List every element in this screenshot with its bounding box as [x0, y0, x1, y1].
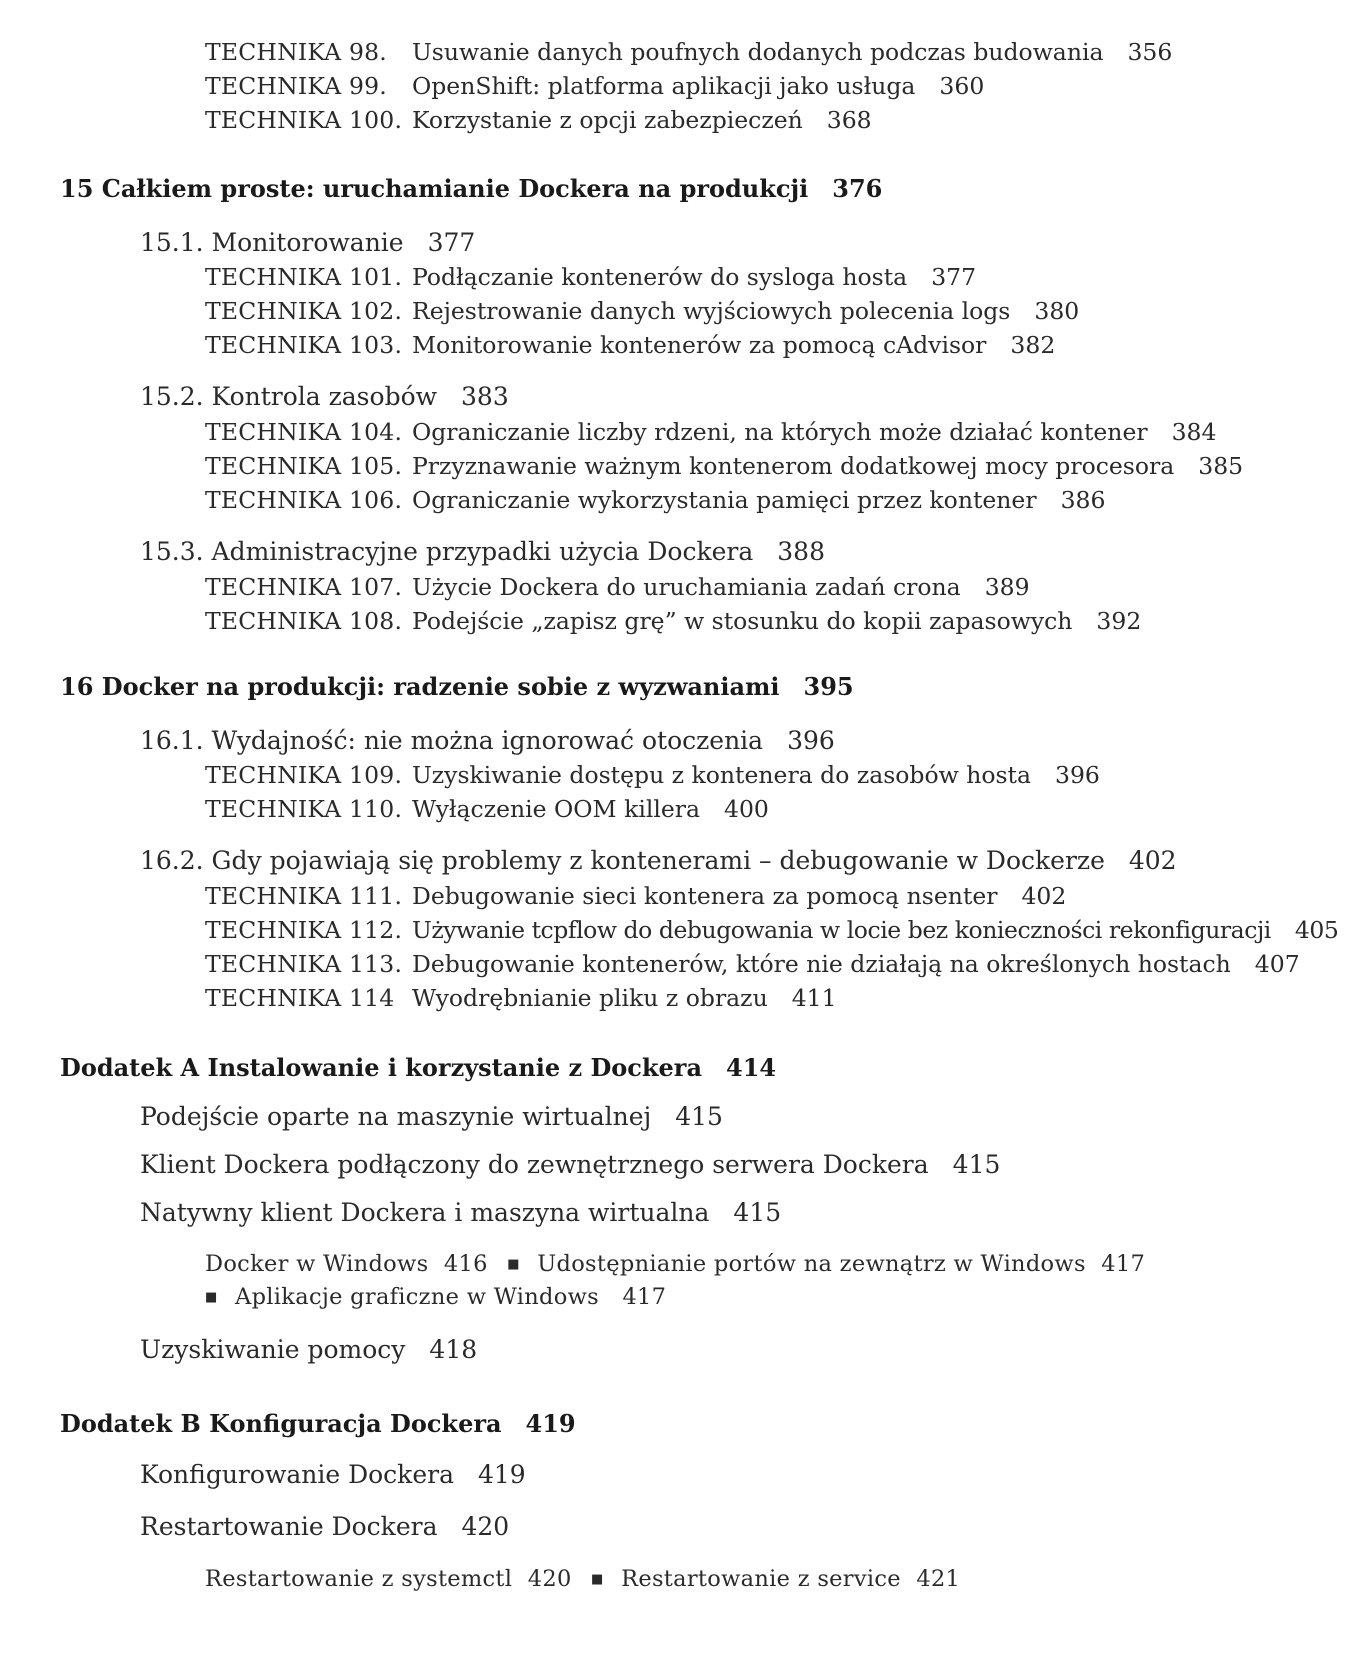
subentry-title: Aplikacje graficzne w Windows — [235, 1284, 599, 1310]
page-number: 377 — [931, 263, 977, 291]
section-title: Podejście oparte na maszynie wirtualnej — [140, 1102, 652, 1131]
page-number: 417 — [1101, 1251, 1146, 1277]
entry-title: Podłączanie kontenerów do sysloga hosta — [412, 263, 908, 291]
page-number: 385 — [1198, 452, 1244, 480]
toc-appendix-a — [60, 1053, 776, 1082]
technique-label: TECHNIKA 101. — [205, 263, 403, 291]
technique-label: TECHNIKA 114 — [205, 984, 395, 1012]
toc-entry-technique-111 — [205, 882, 1066, 910]
entry-title: Wyłączenie OOM killera — [412, 795, 701, 823]
toc-section-vm — [140, 1102, 723, 1131]
entry-title: Monitorowanie kontenerów za pomocą cAdvisor — [412, 331, 987, 359]
toc-section-remote-client — [140, 1150, 1000, 1179]
toc-entry-technique-113 — [205, 950, 1300, 978]
section-title: Klient Dockera podłączony do zewnętrznego serwera Dockera — [140, 1150, 929, 1179]
section-title: 15.2. Kontrola zasobów — [140, 382, 438, 411]
toc-section-config — [140, 1460, 526, 1489]
chapter-title: 15 Całkiem proste: uruchamianie Dockera na produkcji — [60, 174, 809, 203]
bullet-icon: ■ — [507, 1257, 520, 1272]
technique-label: TECHNIKA 98. — [205, 38, 387, 66]
section-title: Natywny klient Dockera i maszyna wirtualna — [140, 1198, 710, 1227]
toc-entry-technique-109 — [205, 761, 1100, 789]
toc-entry-technique-104 — [205, 418, 1216, 446]
toc-chapter-15 — [60, 174, 882, 203]
subentry-title: Restartowanie z service — [621, 1566, 901, 1592]
page-number: 396 — [787, 726, 835, 755]
entry-title: OpenShift: platforma aplikacji jako usługa — [412, 72, 916, 100]
section-title: Konfigurowanie Dockera — [140, 1460, 454, 1489]
entry-title: Uzyskiwanie dostępu z kontenera do zasobów hosta — [412, 761, 1031, 789]
chapter-title: 16 Docker na produkcji: radzenie sobie z wyzwaniami — [60, 672, 780, 701]
page-number: 411 — [791, 984, 837, 1012]
toc-section-16-1 — [140, 726, 835, 755]
toc-entry-technique-108 — [205, 607, 1141, 635]
toc-section-15-2 — [140, 382, 509, 411]
entry-title: Podejście „zapisz grę” w stosunku do kopii zapasowych — [412, 607, 1073, 635]
technique-label: TECHNIKA 111. — [205, 882, 403, 910]
technique-label: TECHNIKA 100. — [205, 106, 403, 134]
technique-label: TECHNIKA 107. — [205, 573, 403, 601]
toc-entry-technique-100 — [205, 106, 872, 134]
page-number: 419 — [525, 1409, 576, 1438]
entry-title: Ograniczanie liczby rdzeni, na których może działać kontener — [412, 418, 1148, 446]
page-number: 384 — [1171, 418, 1217, 446]
technique-label: TECHNIKA 108. — [205, 607, 403, 635]
toc-subentries-windows-2 — [205, 1284, 666, 1310]
page-number: 360 — [939, 72, 985, 100]
toc-entry-technique-99 — [205, 72, 984, 100]
toc-section-15-1 — [140, 228, 475, 257]
entry-title: Ograniczanie wykorzystania pamięci przez kontener — [412, 486, 1037, 514]
toc-entry-technique-107 — [205, 573, 1030, 601]
entry-title: Debugowanie sieci kontenera za pomocą nsenter — [412, 882, 998, 910]
page-number: 395 — [803, 672, 854, 701]
entry-title: Rejestrowanie danych wyjściowych polecenia logs — [412, 297, 1011, 325]
section-title: 16.1. Wydajność: nie można ignorować otoczenia — [140, 726, 764, 755]
section-title: Restartowanie Dockera — [140, 1512, 438, 1541]
toc-section-16-2 — [140, 846, 1177, 875]
toc-entry-technique-110 — [205, 795, 769, 823]
section-title: Uzyskiwanie pomocy — [140, 1335, 406, 1364]
toc-subentries-restart — [205, 1566, 960, 1592]
bullet-icon: ■ — [205, 1290, 218, 1305]
page-number: 382 — [1010, 331, 1056, 359]
section-title: 16.2. Gdy pojawiają się problemy z kontenerami – debugowanie w Dockerze — [140, 846, 1105, 875]
technique-label: TECHNIKA 109. — [205, 761, 403, 789]
page-number: 386 — [1060, 486, 1106, 514]
page-number: 402 — [1128, 846, 1177, 875]
subentry-title: Docker w Windows — [205, 1251, 429, 1277]
technique-label: TECHNIKA 106. — [205, 486, 403, 514]
page-number: 407 — [1254, 950, 1300, 978]
entry-title: Użycie Dockera do uruchamiania zadań crona — [412, 573, 961, 601]
toc-entry-technique-98 — [205, 38, 1172, 66]
toc-chapter-16 — [60, 672, 854, 701]
page-number: 416 — [443, 1251, 488, 1277]
page-number: 414 — [726, 1053, 777, 1082]
page-number: 376 — [832, 174, 883, 203]
page-number: 368 — [826, 106, 872, 134]
technique-label: TECHNIKA 110. — [205, 795, 403, 823]
page-number: 402 — [1021, 882, 1067, 910]
page-number: 383 — [461, 382, 509, 411]
entry-title: Używanie tcpflow do debugowania w locie bez konieczności rekonfiguracji — [412, 916, 1271, 944]
technique-label: TECHNIKA 103. — [205, 331, 403, 359]
page-number: 415 — [675, 1102, 723, 1131]
page-number: 415 — [952, 1150, 1001, 1179]
page-number: 396 — [1055, 761, 1100, 789]
toc-entry-technique-112 — [205, 916, 1338, 944]
page-number: 400 — [724, 795, 769, 823]
toc-section-native-client — [140, 1198, 781, 1227]
toc-section-restart — [140, 1512, 509, 1541]
bullet-icon: ■ — [591, 1572, 604, 1587]
entry-title: Przyznawanie ważnym kontenerom dodatkowej mocy procesora — [412, 452, 1175, 480]
technique-label: TECHNIKA 104. — [205, 418, 403, 446]
entry-title: Usuwanie danych poufnych dodanych podczas budowania — [412, 38, 1104, 66]
toc-entry-technique-114 — [205, 984, 837, 1012]
page-number: 418 — [429, 1335, 478, 1364]
subentry-title: Restartowanie z systemctl — [205, 1566, 513, 1592]
technique-label: TECHNIKA 112. — [205, 916, 403, 944]
entry-title: Korzystanie z opcji zabezpieczeń — [412, 106, 803, 134]
technique-label: TECHNIKA 99. — [205, 72, 387, 100]
page-number: 388 — [777, 537, 825, 566]
page-number: 380 — [1034, 297, 1080, 325]
technique-label: TECHNIKA 105. — [205, 452, 403, 480]
toc-subentries-windows — [205, 1251, 1145, 1277]
technique-label: TECHNIKA 102. — [205, 297, 403, 325]
technique-label: TECHNIKA 113. — [205, 950, 403, 978]
page-number: 392 — [1096, 607, 1142, 635]
section-title: 15.3. Administracyjne przypadki użycia Dockera — [140, 537, 754, 566]
page-number: 417 — [622, 1284, 667, 1310]
page-number: 389 — [984, 573, 1030, 601]
chapter-title: Dodatek B Konfiguracja Dockera — [60, 1409, 502, 1438]
entry-title: Debugowanie kontenerów, które nie działają na określonych hostach — [412, 950, 1231, 978]
subentry-title: Udostępnianie portów na zewnątrz w Windows — [537, 1251, 1086, 1277]
page-number: 356 — [1127, 38, 1173, 66]
toc-section-15-3 — [140, 537, 825, 566]
chapter-title: Dodatek A Instalowanie i korzystanie z Dockera — [60, 1053, 702, 1082]
page-number: 419 — [477, 1460, 526, 1489]
toc-entry-technique-105 — [205, 452, 1243, 480]
page-number: 377 — [427, 228, 476, 257]
toc-appendix-b — [60, 1409, 576, 1438]
toc-entry-technique-106 — [205, 486, 1105, 514]
page-number: 405 — [1294, 916, 1339, 944]
page-number: 421 — [916, 1566, 961, 1592]
section-title: 15.1. Monitorowanie — [140, 228, 404, 257]
page-number: 415 — [733, 1198, 782, 1227]
toc-entry-technique-101 — [205, 263, 976, 291]
page-number: 420 — [461, 1512, 510, 1541]
page-number: 420 — [527, 1566, 572, 1592]
entry-title: Wyodrębnianie pliku z obrazu — [412, 984, 768, 1012]
toc-entry-technique-103 — [205, 331, 1055, 359]
toc-section-help — [140, 1335, 477, 1364]
toc-entry-technique-102 — [205, 297, 1079, 325]
